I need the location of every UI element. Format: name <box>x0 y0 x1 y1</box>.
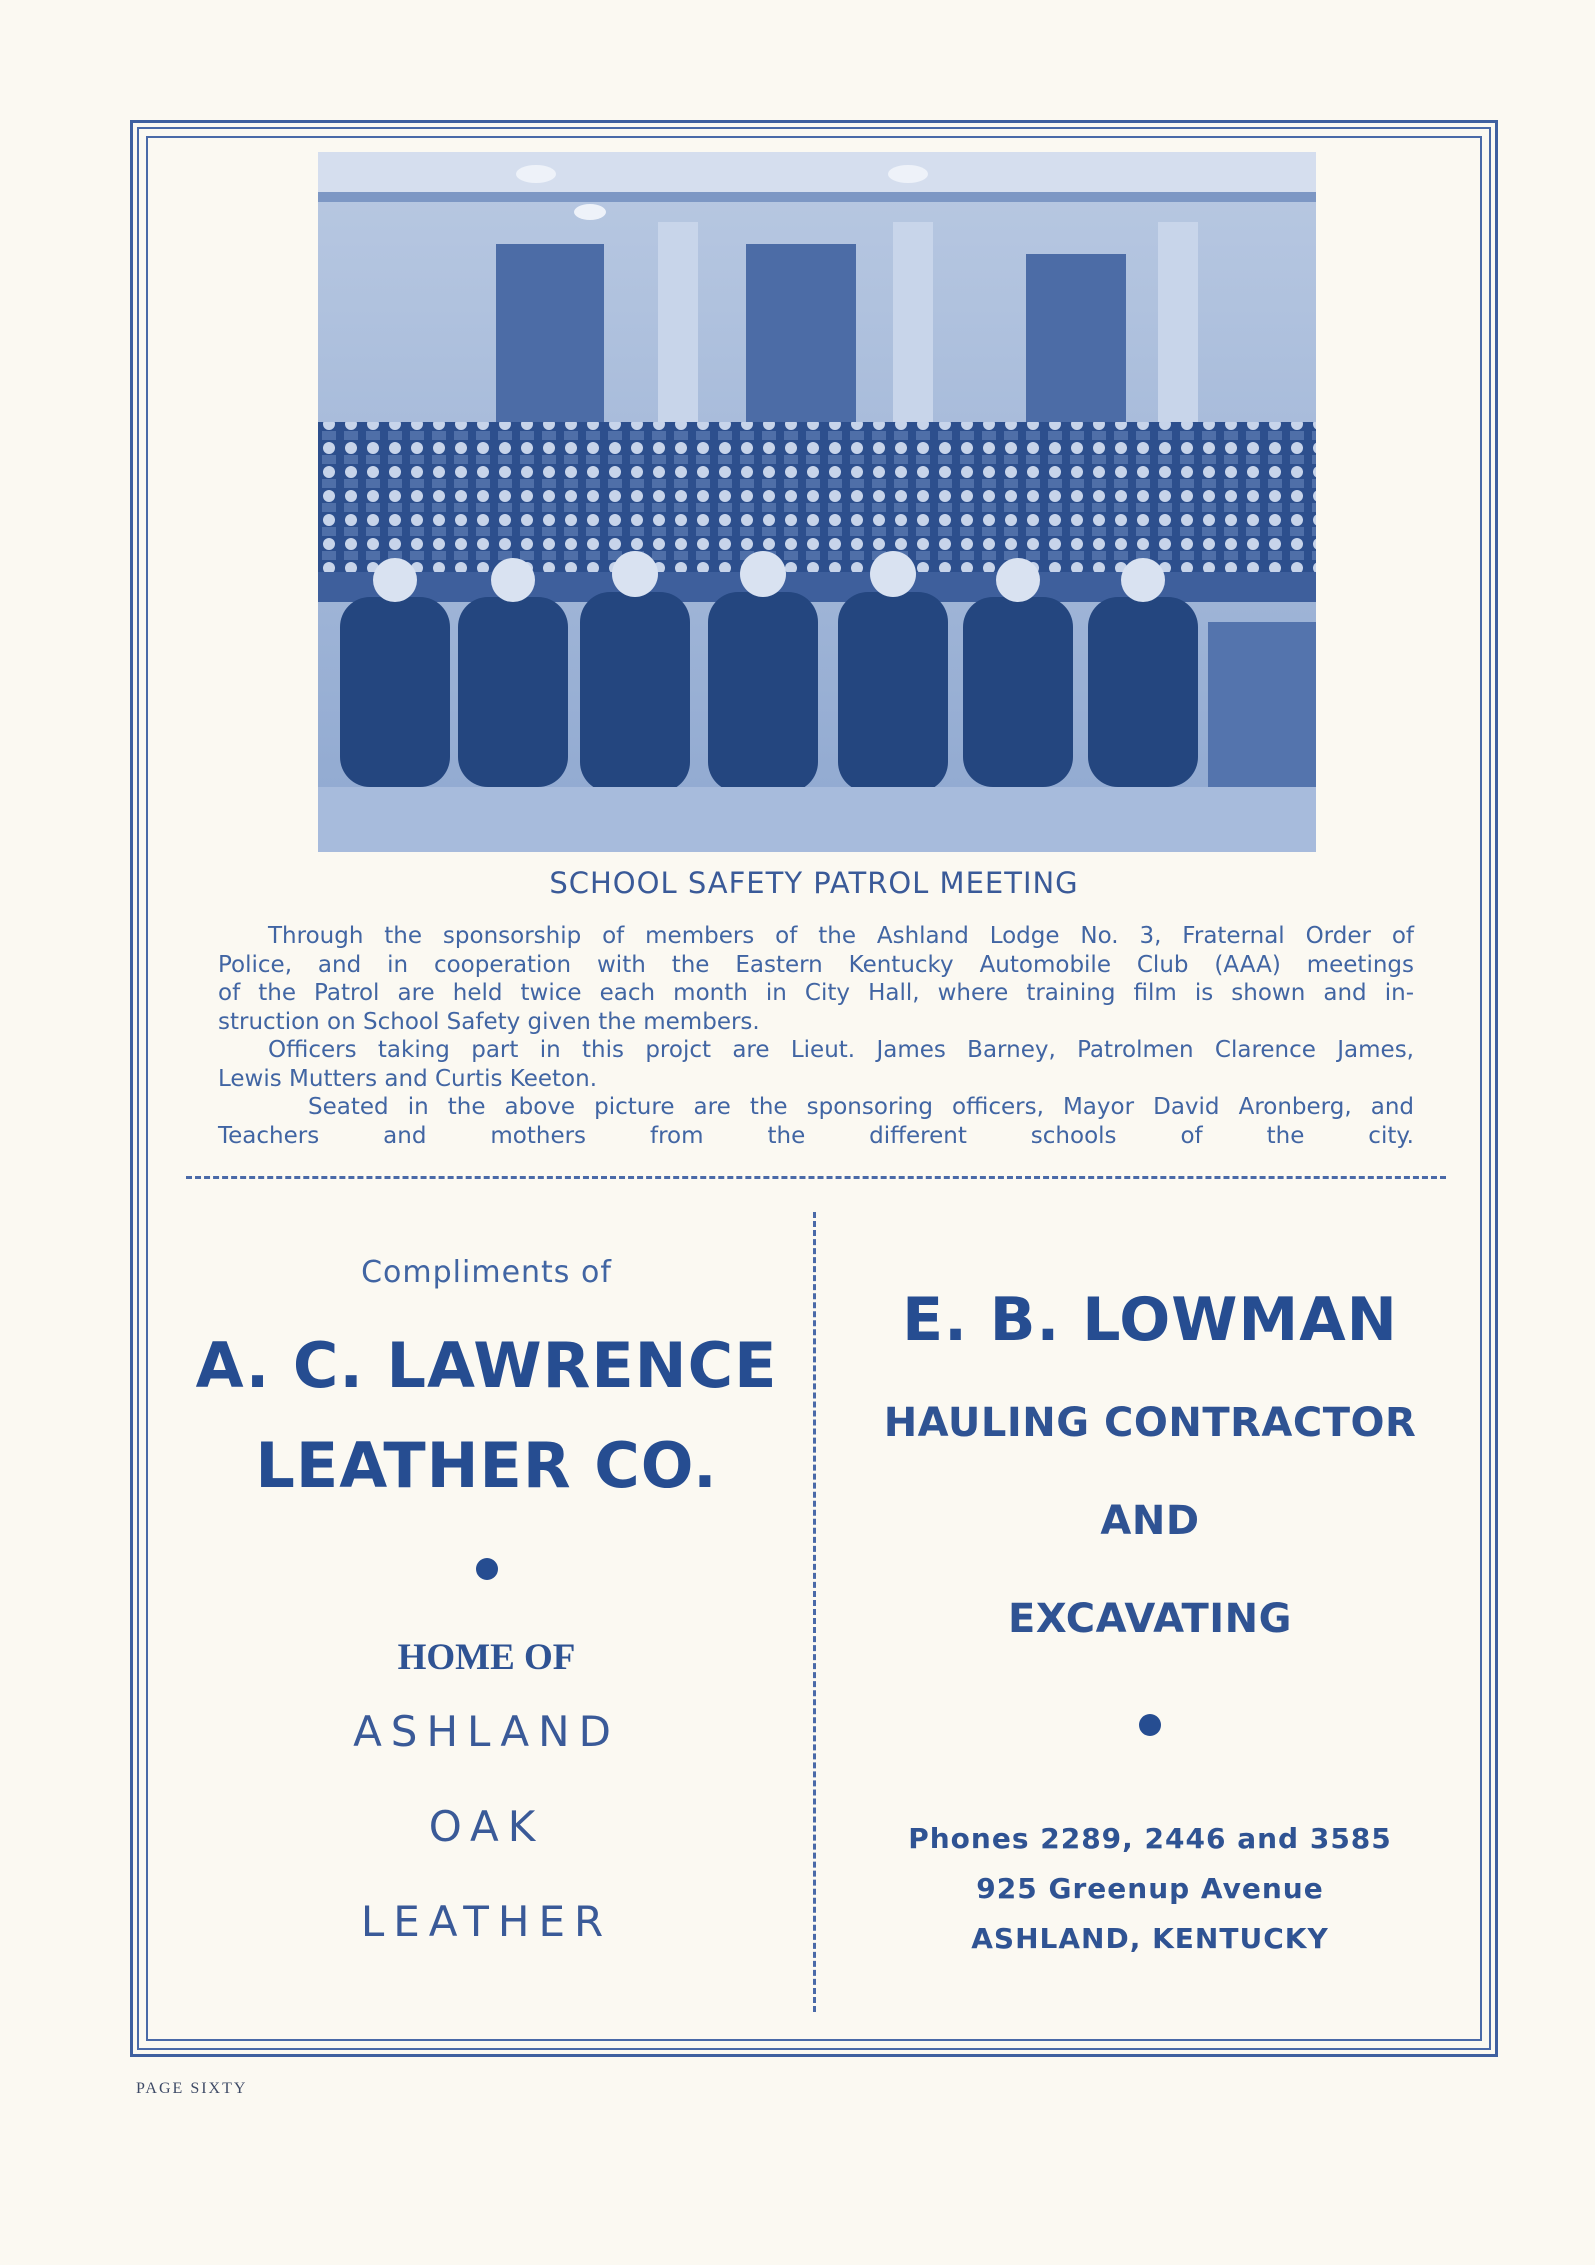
ad-lowman-address: 925 Greenup Avenue <box>976 1872 1324 1905</box>
caption-text-line: Through the sponsorship of members of the Ashland Lodge No. 3, Fraternal Order of <box>268 923 1414 949</box>
section-divider-vertical <box>813 1212 816 2012</box>
caption-title: SCHOOL SAFETY PATROL MEETING <box>549 866 1079 900</box>
caption-body <box>218 922 1414 1150</box>
ad-lowman-line3: EXCAVATING <box>1008 1596 1292 1642</box>
ad-company-name-line2: LEATHER CO. <box>255 1429 718 1502</box>
caption-text-line: struction on School Safety given the members. <box>218 1008 760 1035</box>
caption-text-line: of the Patrol are held twice each month in City Hall, where training film is shown and in- <box>218 980 1414 1006</box>
ad-product-line3: LEATHER <box>360 1897 613 1946</box>
ad-product-line1: ASHLAND <box>353 1707 620 1756</box>
caption-text-line: Seated in the above picture are the sponsoring officers, Mayor David Aronberg, and <box>308 1094 1414 1120</box>
group-photo <box>318 152 1316 852</box>
page-number: PAGE SIXTY <box>136 2080 248 2097</box>
ad-lawrence-leather <box>160 1255 813 1946</box>
ad-home-of: HOME OF <box>397 1637 576 1678</box>
ad-compliments: Compliments of <box>361 1255 612 1290</box>
section-divider-horizontal <box>186 1176 1446 1179</box>
ad-lowman-name: E. B. LOWMAN <box>902 1285 1398 1355</box>
ad-lowman-hauling <box>820 1270 1480 1964</box>
ad-lowman-city: ASHLAND, KENTUCKY <box>971 1922 1329 1955</box>
caption-text-line: Police, and in cooperation with the Eastern Kentucky Automobile Club (AAA) meetings <box>218 951 1414 978</box>
caption-text-line: Teachers and mothers from the different schools of the city. <box>218 1122 1414 1149</box>
caption-text-line: Officers taking part in this projct are Lieut. James Barney, Patrolmen Clarence James, <box>268 1037 1414 1063</box>
ad-lowman-line2: AND <box>1100 1498 1200 1544</box>
ad-lowman-line1: HAULING CONTRACTOR <box>883 1400 1417 1446</box>
bullet-dot-icon <box>476 1558 498 1580</box>
ad-product-line2: OAK <box>428 1802 545 1851</box>
caption-text-line: Lewis Mutters and Curtis Keeton. <box>218 1065 598 1092</box>
bullet-dot-icon <box>1139 1714 1161 1736</box>
ad-company-name-line1: A. C. LAWRENCE <box>195 1329 778 1402</box>
ad-lowman-phones: Phones 2289, 2446 and 3585 <box>908 1822 1392 1855</box>
